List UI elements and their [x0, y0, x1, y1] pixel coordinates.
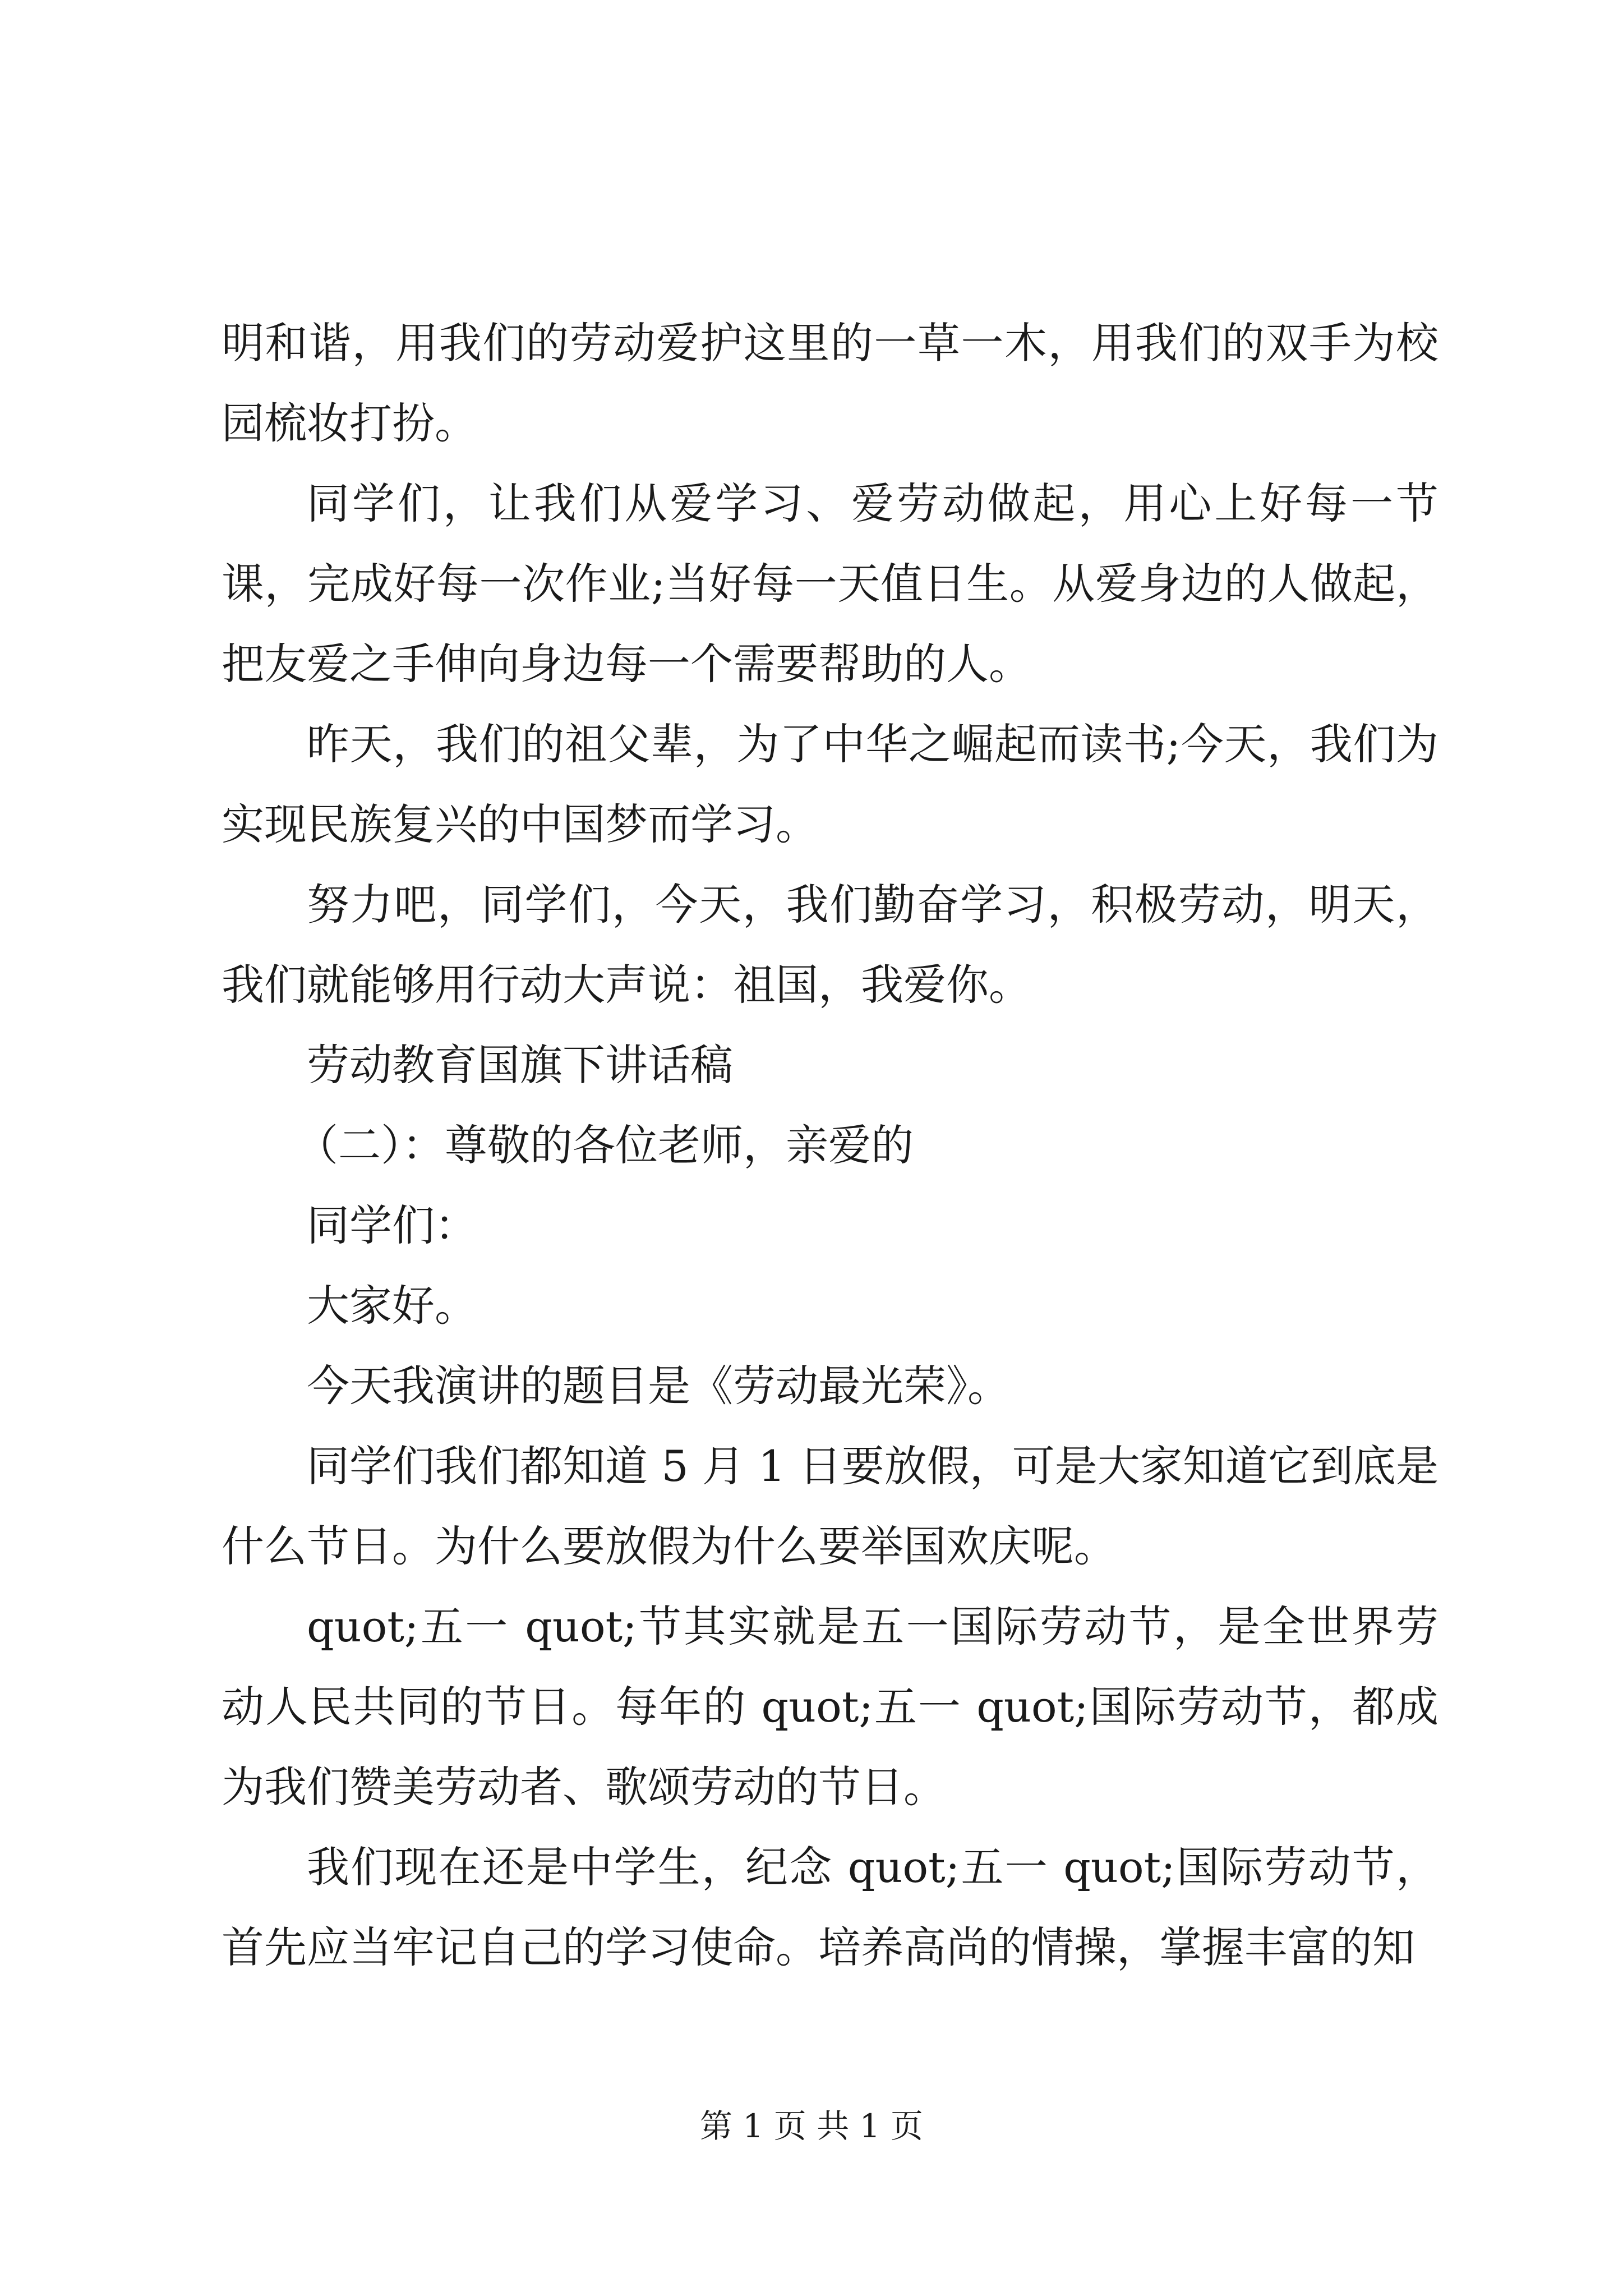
- paragraph-yesterday-today: 昨天，我们的祖父辈，为了中华之崛起而读书;今天，我们为实现民族复兴的中国梦而学习。: [222, 719, 1438, 849]
- paragraph-work-hard: 努力吧，同学们，今天，我们勤奋学习，积极劳动，明天，我们就能够用行动大声说：祖国，我爱你。: [222, 880, 1438, 1010]
- paragraph-study-and-labor: 同学们，让我们从爱学习、爱劳动做起，用心上好每一节课，完成好每一次作业;当好每一天值日生。从爱身边的人做起，把友爱之手伸向身边每一个需要帮助的人。: [222, 478, 1438, 689]
- page-number-footer: 第 1 页 共 1 页: [700, 2107, 923, 2145]
- speech-topic: 今天我演讲的题目是《劳动最光荣》。: [307, 1361, 1010, 1411]
- section-heading: 劳动教育国旗下讲话稿: [307, 1040, 733, 1090]
- section-subheading: （二）：尊敬的各位老师，亲爱的: [296, 1120, 914, 1170]
- greeting-classmates: 同学们：: [307, 1200, 477, 1250]
- document-body: [222, 303, 1438, 1987]
- paragraph-continuation: 明和谐，用我们的劳动爱护这里的一草一木，用我们的双手为校园梳妆打扮。: [222, 318, 1438, 448]
- greeting-hello: 大家好。: [307, 1281, 477, 1331]
- paragraph-labor-day: quot;五一 quot;节其实就是五一国际劳动节，是全世界劳动人民共同的节日。每年的 quot;五一 quot;国际劳动节，都成为我们赞美劳动者、歌颂劳动的节日。: [222, 1602, 1438, 1812]
- paragraph-student-mission: 我们现在还是中学生，纪念 quot;五一 quot;国际劳动节，首先应当牢记自己的学习使命。培养高尚的情操，掌握丰富的知: [222, 1842, 1438, 1972]
- paragraph-may-day-holiday: 同学们我们都知道 5 月 1 日要放假，可是大家知道它到底是什么节日。为什么要放假为什么要举国欢庆呢。: [222, 1441, 1438, 1571]
